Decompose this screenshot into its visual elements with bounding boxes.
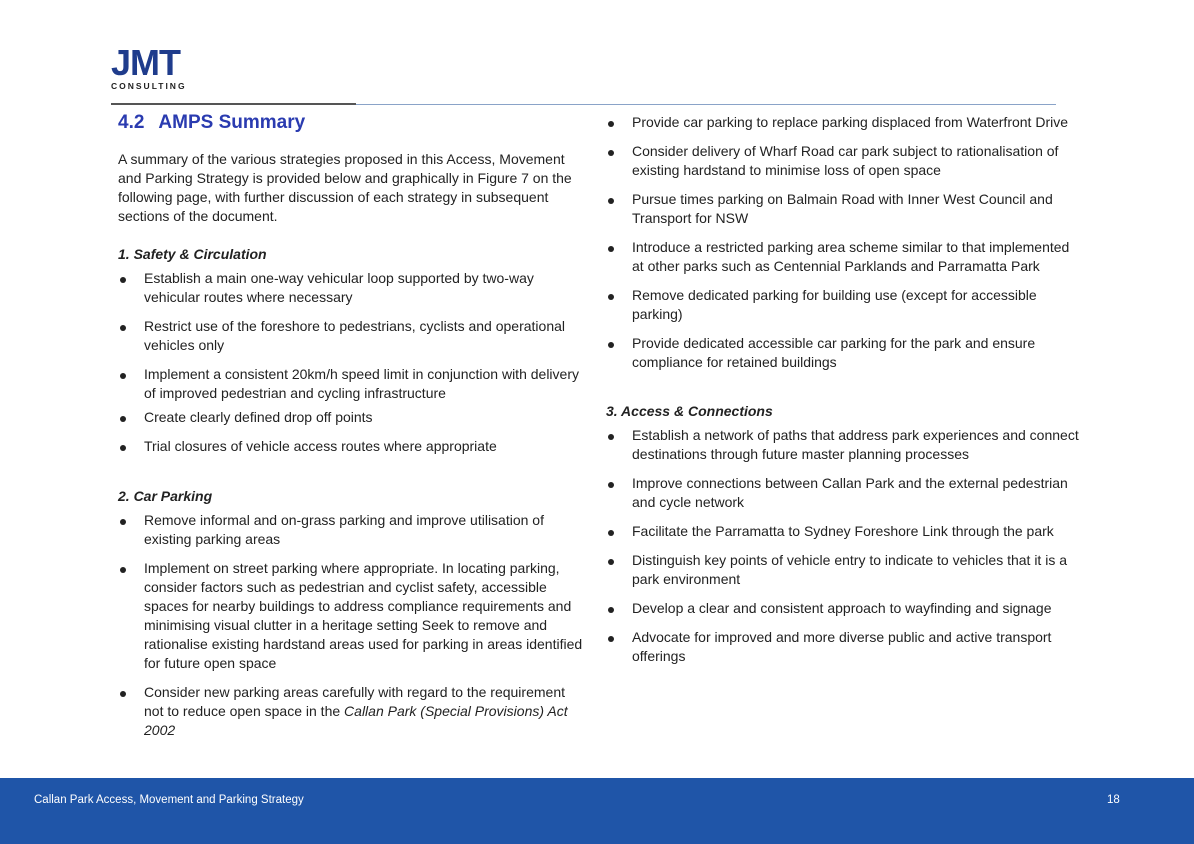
- bullet-icon: [120, 691, 126, 697]
- list-item: Trial closures of vehicle access routes where appropriate: [118, 437, 588, 456]
- safety-list: [118, 269, 588, 456]
- list-item: Create clearly defined drop off points: [118, 408, 588, 427]
- list-item: Introduce a restricted parking area scheme similar to that implemented at other parks such as Centennial Parklands and Parramatta Park: [606, 238, 1081, 276]
- bullet-icon: [608, 121, 614, 127]
- list-item: Establish a network of paths that address park experiences and connect destinations through future master planning processes: [606, 426, 1081, 464]
- section-title: [118, 112, 588, 134]
- list-item: Remove dedicated parking for building use (except for accessible parking): [606, 286, 1081, 324]
- list-item: Remove informal and on-grass parking and improve utilisation of existing parking areas: [118, 511, 588, 549]
- footer-title: Callan Park Access, Movement and Parking Strategy: [34, 794, 304, 806]
- bullet-icon: [120, 373, 126, 379]
- list-item: Distinguish key points of vehicle entry to indicate to vehicles that it is a park environment: [606, 551, 1081, 589]
- header-rule-dark: [111, 103, 356, 105]
- list-item: Implement a consistent 20km/h speed limit in conjunction with delivery of improved pedestrian and cycling infrastructure: [118, 365, 588, 403]
- logo-subtitle: CONSULTING: [111, 81, 187, 91]
- logo-mark: JMT: [111, 42, 180, 83]
- list-item: Advocate for improved and more diverse public and active transport offerings: [606, 628, 1081, 666]
- right-column: [606, 108, 1081, 666]
- bullet-icon: [608, 636, 614, 642]
- list-item: Develop a clear and consistent approach to wayfinding and signage: [606, 599, 1081, 618]
- bullet-icon: [608, 342, 614, 348]
- bullet-icon: [608, 482, 614, 488]
- left-column: [118, 108, 588, 740]
- bullet-icon: [120, 567, 126, 573]
- bullet-icon: [608, 607, 614, 613]
- safety-heading: 1. Safety & Circulation: [118, 246, 267, 262]
- intro-paragraph: A summary of the various strategies proposed in this Access, Movement and Parking Strategy is provided below and graphically in Figure 7 on the following page, with further discussion of each strategy in subsequent sections of the document.: [118, 151, 572, 224]
- list-item: Restrict use of the foreshore to pedestrians, cyclists and operational vehicles only: [118, 317, 588, 355]
- parking-heading: 2. Car Parking: [118, 488, 213, 504]
- bullet-icon: [120, 445, 126, 451]
- bullet-icon: [120, 325, 126, 331]
- bullet-icon: [608, 246, 614, 252]
- jmt-logo: [111, 42, 187, 91]
- page-number: 18: [1107, 794, 1120, 806]
- list-item: Provide car parking to replace parking displaced from Waterfront Drive: [606, 113, 1081, 132]
- list-item: Consider delivery of Wharf Road car park subject to rationalisation of existing hardstand to minimise loss of open space: [606, 142, 1081, 180]
- list-item: Establish a main one-way vehicular loop supported by two-way vehicular routes where necessary: [118, 269, 588, 307]
- bullet-icon: [120, 416, 126, 422]
- access-list: [606, 426, 1081, 666]
- bullet-icon: [608, 434, 614, 440]
- list-item: Pursue times parking on Balmain Road with Inner West Council and Transport for NSW: [606, 190, 1081, 228]
- bullet-icon: [608, 530, 614, 536]
- bullet-icon: [608, 150, 614, 156]
- list-item: Implement on street parking where appropriate. In locating parking, consider factors such as pedestrian and cyclist safety, accessible spaces for nearby buildings to address compliance requirements and minimising visual clutter in a heritage setting Seek to remove and rationalise existing hardstand areas used for parking in areas identified for future open space: [118, 559, 588, 673]
- page-footer: [0, 778, 1194, 844]
- section-title-text: AMPS Summary: [158, 112, 306, 133]
- list-item: Improve connections between Callan Park and the external pedestrian and cycle network: [606, 474, 1081, 512]
- bullet-icon: [120, 519, 126, 525]
- access-heading: 3. Access & Connections: [606, 403, 773, 419]
- header-rule-light: [356, 104, 1056, 105]
- parking-list: [118, 511, 588, 740]
- bullet-icon: [120, 277, 126, 283]
- parking-list-continued: [606, 113, 1081, 372]
- bullet-icon: [608, 198, 614, 204]
- bullet-icon: [608, 559, 614, 565]
- bullet-icon: [608, 294, 614, 300]
- list-item: Facilitate the Parramatta to Sydney Foreshore Link through the park: [606, 522, 1081, 541]
- list-item: Consider new parking areas carefully with regard to the requirement not to reduce open space in the Callan Park (Special Provisions) Act 2002: [118, 683, 588, 740]
- list-item: Provide dedicated accessible car parking for the park and ensure compliance for retained buildings: [606, 334, 1081, 372]
- section-number: 4.2: [118, 112, 145, 133]
